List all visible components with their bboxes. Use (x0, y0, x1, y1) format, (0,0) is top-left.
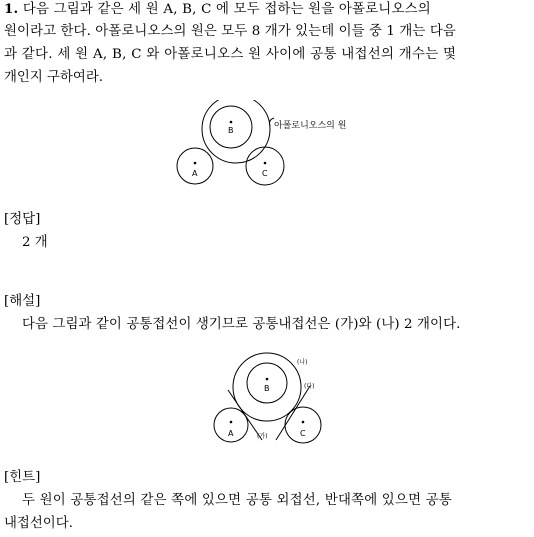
problem-line-4: 개인지 구하여라. (4, 70, 104, 85)
label-c-2: C (300, 429, 306, 438)
label-a: A (192, 169, 198, 178)
hint-heading: [힌트] (4, 470, 41, 485)
circle-c (246, 147, 284, 185)
apollonius-figure (170, 100, 370, 190)
tangent-label-2: (다) (304, 383, 315, 390)
answer-heading: [정답] (4, 212, 41, 227)
tangent-label-1: (나) (297, 359, 308, 366)
problem-text-1: 다음 그림과 같은 세 원 A, B, C 에 모두 접하는 원을 아폴로니오스의 (22, 2, 431, 17)
circle-b-2 (247, 363, 287, 403)
label-b: B (228, 126, 234, 135)
label-c: C (262, 169, 268, 178)
circle-a (177, 148, 213, 184)
hint-line-2: 내접선이다. (4, 516, 73, 531)
problem-line-3: 과 같다. 세 원 A, B, C 와 아폴로니오스 원 사이에 공통 내접선의 개수는 몇 (4, 47, 457, 62)
hint-line-1: 두 원이 공통접선의 같은 쪽에 있으면 공통 외접선, 반대쪽에 있으면 공통 (22, 493, 452, 508)
answer-value: 2 개 (22, 235, 48, 250)
tangent-label-3: (가) (257, 433, 268, 440)
explanation-heading: [해설] (4, 294, 41, 309)
problem-line-2: 원이라고 한다. 아폴로니오스의 원은 모두 8 개가 있는데 이들 중 1 개는 다음 (4, 24, 456, 39)
callout-label: 아폴로니오스의 원 (274, 121, 347, 131)
tangent-figure (200, 350, 340, 450)
apollonius-circle (202, 100, 270, 163)
problem-number: 1. (4, 1, 19, 17)
label-b-2: B (264, 384, 270, 393)
label-a-2: A (228, 429, 234, 438)
problem-line-1 (4, 0, 532, 21)
explanation-text: 다음 그림과 같이 공통접선이 생기므로 공통내접선은 (가)와 (나) 2 개이다. (22, 317, 461, 332)
